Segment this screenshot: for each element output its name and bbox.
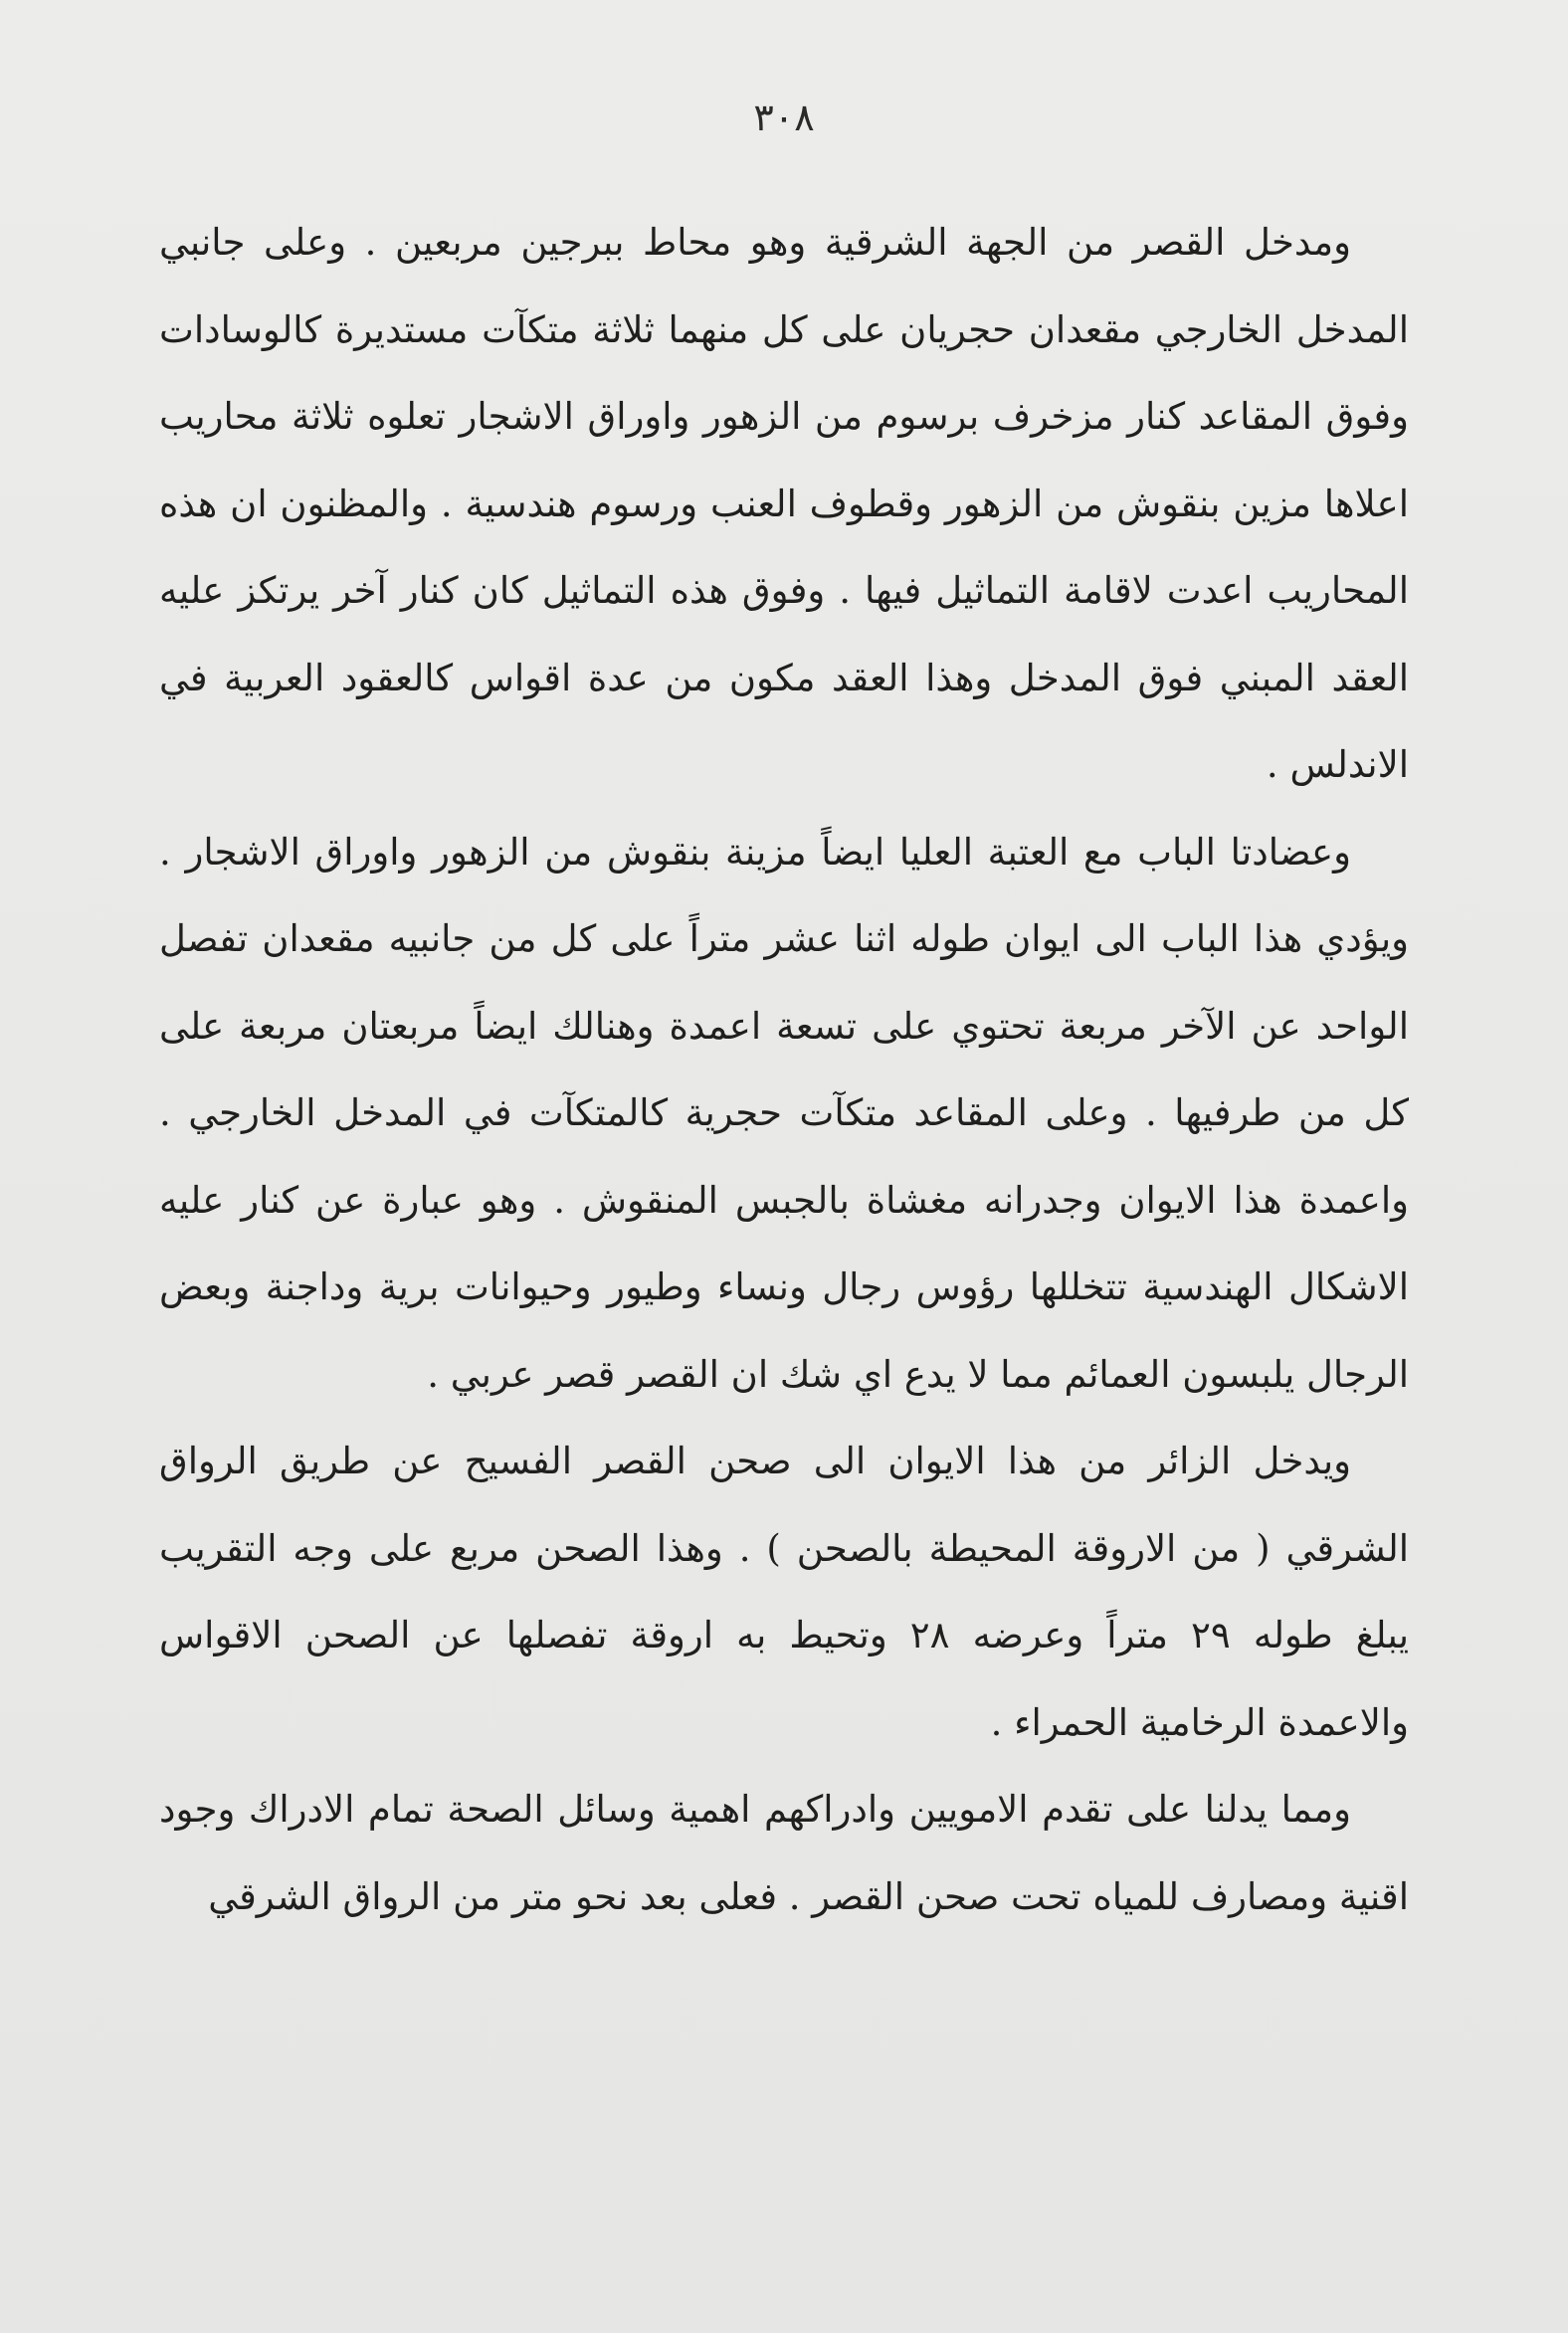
paragraph-1: ومدخل القصر من الجهة الشرقية وهو محاط ببرجين مربعين . وعلى جانبي المدخل الخارجي مقعدان حجريان على كل منهما ثلاثة متكآت مستديرة كالوسادات وفوق المقاعد كنار مزخرف برسوم من الزهور واوراق الاشجار تعلوه ثلاثة محاريب اعلاها مزين بنقوش من الزهور وقطوف العنب ورسوم هندسية . والمظنون ان هذه المحاريب اعدت لاقامة التماثيل فيها . وفوق هذه التماثيل كان كنار آخر يرتكز عليه العقد المبني فوق المدخل وهذا العقد مكون من عدة اقواس كالعقود العربية في الاندلس . (159, 221, 1409, 786)
body-text (159, 199, 1409, 1940)
paragraph-3: ويدخل الزائر من هذا الايوان الى صحن القصر الفسيح عن طريق الرواق الشرقي ( من الاروقة المحيطة بالصحن ) . وهذا الصحن مربع على وجه التقريب يبلغ طوله ٢٩ متراً وعرضه ٢٨ وتحيط به اروقة تفصلها عن الصحن الاقواس والاعمدة الرخامية الحمراء . (159, 1440, 1410, 1744)
page-number: ٣٠٨ (753, 96, 815, 139)
paragraph-2: وعضادتا الباب مع العتبة العليا ايضاً مزينة بنقوش من الزهور واوراق الاشجار . ويؤدي هذا الباب الى ايوان طوله اثنا عشر متراً على كل من جانبيه مقعدان تفصل الواحد عن الآخر مربعة تحتوي على تسعة اعمدة وهنالك ايضاً مربعتان مربعة على كل من طرفيها . وعلى المقاعد متكآت حجرية كالمتكآت في المدخل الخارجي . واعمدة هذا الايوان وجدرانه مغشاة بالجبس المنقوش . وهو عبارة عن كنار عليه الاشكال الهندسية تتخللها رؤوس رجال ونساء وطيور وحيوانات برية وداجنة وبعض الرجال يلبسون العمائم مما لا يدع اي شك ان القصر قصر عربي . (159, 830, 1409, 1396)
paragraph-4: ومما يدلنا على تقدم الامويين وادراكهم اهمية وسائل الصحة تمام الادراك وجود اقنية ومصارف للمياه تحت صحن القصر . فعلى بعد نحو متر من الرواق الشرقي (159, 1788, 1409, 1918)
